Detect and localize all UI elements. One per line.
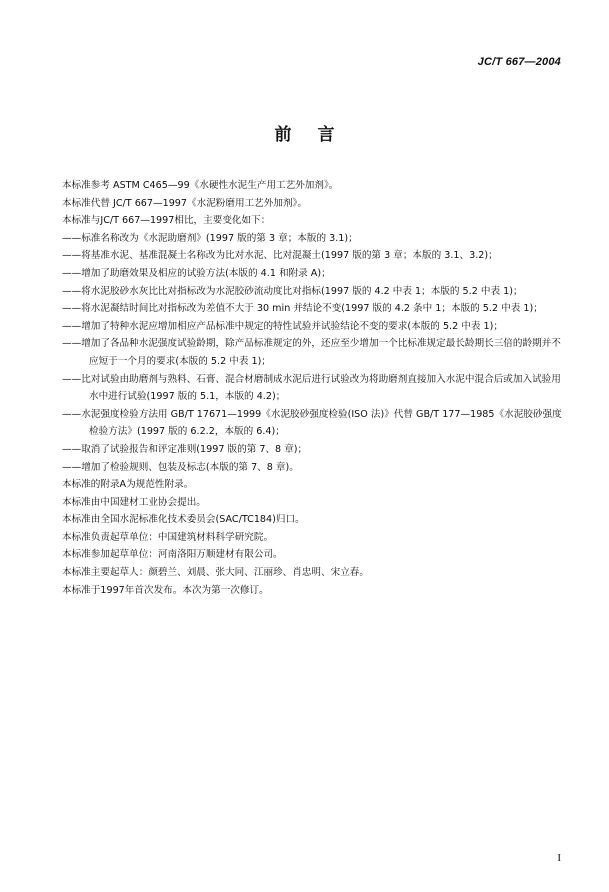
change-item: ——增加了检验规则、包装及标志(本版的第 7、8 章)。	[62, 461, 299, 473]
change-item: ——将水泥胶砂水灰比比对指标改为水泥胶砂流动度比对指标(1997 版的 4.2 中表 1；本版的 5.2 中表 1)；	[62, 285, 523, 297]
paragraph-committee: 本标准由全国水泥标准化技术委员会(SAC/TC184)归口。	[62, 514, 305, 526]
change-item: ——增加了各品种水泥强度试验龄期，除产品标准规定的外，还应至少增加一个比标准规定最长龄期长三倍的龄期并不应短于一个月的要求(本版的 5.2 中表 1)；	[62, 338, 561, 367]
paragraph-participating-drafter: 本标准参加起草单位：河南洛阳万顺建材有限公司。	[62, 549, 283, 561]
paragraph-appendix: 本标准的附录A为规范性附录。	[62, 479, 194, 491]
change-item: ——水泥强度检验方法用 GB/T 17671—1999《水泥胶砂强度检验(ISO 法)》代替 GB/T 177—1985《水泥胶砂强度检验方法》(1997 版的 6.2.2，本版的 6.4)；	[62, 408, 562, 438]
page-number: I	[557, 852, 561, 864]
change-item: ——标准名称改为《水泥助磨剂》(1997 版的第 3 章；本版的 3.1)；	[62, 232, 358, 244]
paragraph-proposer: 本标准由中国建材工业协会提出。	[62, 496, 206, 508]
paragraph-history: 本标准于1997年首次发布。本次为第一次修订。	[62, 584, 269, 596]
change-item: ——增加了特种水泥应增加相应产品标准中规定的特性试验并试验结论不变的要求(本版的 5.2 中表 1)；	[62, 320, 503, 332]
change-item: ——比对试验由助磨剂与熟料、石膏、混合材磨制成水泥后进行试验改为将助磨剂直接加入水泥中混合后或加入试验用水中进行试验(1997 版的 5.1，本版的 4.2)；	[62, 373, 561, 403]
paragraph-reference: 本标准参考 ASTM C465—99《水硬性水泥生产用工艺外加剂》。	[62, 180, 339, 191]
foreword-body	[62, 177, 562, 599]
page-title: 前言	[274, 125, 361, 145]
change-item: ——将水泥凝结时间比对指标改为差值不大于 30 min 并结论不变(1997 版的 4.2 条中 1；本版的 5.2 中表 1)；	[62, 303, 543, 315]
change-item: ——将基准水泥、基准混凝土名称改为比对水泥、比对混凝土(1997 版的第 3 章；本版的 3.1、3.2)；	[62, 250, 498, 262]
paragraph-lead-drafter: 本标准负责起草单位：中国建筑材料科学研究院。	[62, 531, 274, 543]
change-item: ——增加了助磨效果及相应的试验方法(本版的 4.1 和附录 A)；	[62, 267, 331, 279]
paragraph-authors: 本标准主要起草人：颜碧兰、刘晨、张大同、江丽珍、肖忠明、宋立春。	[62, 567, 369, 579]
paragraph-changes-intro: 本标准与JC/T 667—1997相比，主要变化如下：	[62, 215, 271, 227]
paragraph-replaces: 本标准代替 JC/T 667—1997《水泥粉磨用工艺外加剂》。	[62, 197, 307, 209]
standard-code: JC/T 667—2004	[477, 56, 561, 68]
change-item: ——取消了试验报告和评定准则(1997 版的第 7、8 章)；	[62, 443, 308, 455]
